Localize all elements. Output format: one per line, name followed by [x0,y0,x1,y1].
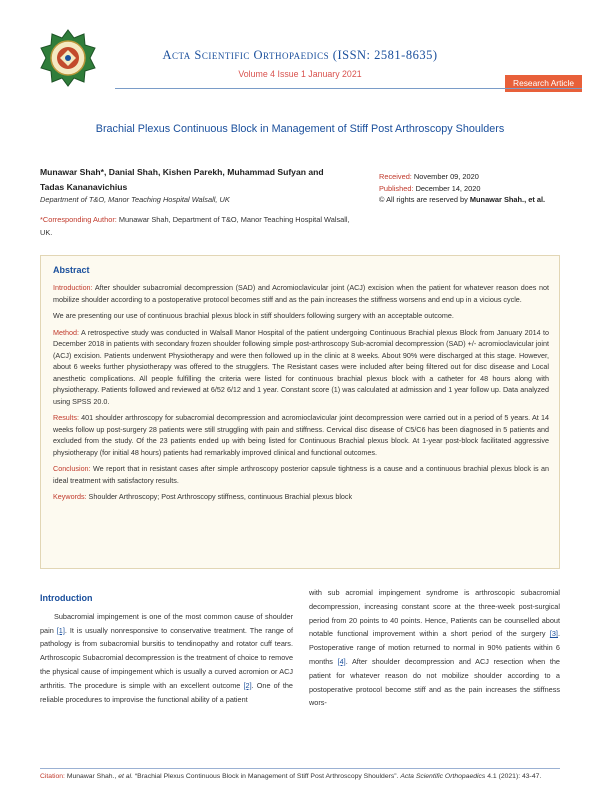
journal-title: Acta Scientific Orthopaedics (ISSN: 2581-8635) [162,48,438,62]
footer-divider [40,768,560,769]
article-title: Brachial Plexus Continuous Block in Management of Stiff Post Arthroscopy Shoulders [95,123,505,135]
abstract-intro-text: After shoulder subacromial decompression (SAD) and Acromioclavicular joint (ACJ) excision when the patient for whatever reason does not mobilize shoulder according to a postoperative protocol becomes stiff and as the pain increases the stiffness worsens and end up in a vicious cycle. [53,283,549,304]
abstract-presenting: We are presenting our use of continuous brachial plexus block in stiff shoulders following surgery with an acceptable outcome. [53,311,454,320]
right-text-1: with sub acromial impingement syndrome is arthroscopic subacromial decompression, increasing constant score at the three-week post-surgical period from 20 points to 40 points. Hence, Patients can be counselled about notable functional improvement within a short period of the surgery [309,588,560,639]
abstract-intro-label: Introduction: [53,283,93,292]
published-row [379,183,579,195]
abstract-keywords-label: Keywords: [53,492,87,501]
published-label: Published: [379,183,414,193]
rights-prefix: © All rights are reserved by [379,195,470,204]
corresponding-text: Munawar Shah, Department of T&O, Manor Teaching Hospital Walsall, UK. [40,215,350,237]
published-date: December 14, 2020 [413,183,481,193]
citation-et-al: et al. [118,773,133,780]
abstract-results-label: Results: [53,413,79,422]
received-date: November 09, 2020 [411,172,479,181]
citation [40,772,562,783]
authors-line-2: Tadas Kananavichius [40,182,128,192]
header-divider [115,88,582,89]
intro-text-2: . It is usually nonresponsive to conservative treatment. The range of pathology is from subacromial bursitis to tendinopathy and rotator cuff tears. Arthroscopic Subacromial decompression is the treatment of choice to remove the physical cause of impingement which is usually a curved acromion or ACJ arthritis. The procedure is simple with an excellent outcome [40,625,293,690]
introduction-heading: Introduction [40,593,93,603]
issue-line: Volume 4 Issue 1 January 2021 [238,69,362,79]
reference-link-4[interactable]: [4] [337,656,346,666]
reference-link-3[interactable]: [3] [549,629,558,639]
body-column-right [309,586,560,710]
abstract-results-text: 401 shoulder arthroscopy for subacromial decompression and acromioclavicular joint decompression were carried out in a period of 5 years. At 14 weeks follow up post-surgery 28 patients were still struggling with pain and stiffness. Cervical disc disease of C5/C6 has been diagnosed in 5 patients and excluded from the study. Of the 23 patients ended up with being listed for Continuous Brachial plexus block. At 1-year post-block facilitated aggressive physiotherapy (for initial 48 hours) patients had remarkably improved clinical and functional outcomes. [53,413,549,457]
citation-label: Citation: [40,773,65,780]
article-dates [379,171,579,206]
received-row [379,171,579,183]
abstract-keywords-text: Shoulder Arthroscopy; Post Arthroscopy stiffness, continuous Brachial plexus block [86,492,353,501]
abstract-method [53,327,549,408]
abstract-results [53,412,549,458]
right-text-2: . Postoperative range of motion returned to normal in 90% patients within 6 months [309,629,560,666]
corresponding-author [40,213,360,239]
intro-text-3: . One of the reliable procedures to improvise the functional ability of a patient [40,680,293,704]
abstract-conclusion-text: We report that in resistant cases after simple arthroscopy posterior capsule tightness is a cause and a continuous brachial plexus block is an ideal treatment with satisfactory results. [53,464,549,485]
rights-name: Munawar Shah., et al. [469,195,546,204]
abstract-conclusion-label: Conclusion: [53,464,91,473]
abstract-introduction [53,282,549,305]
intro-text-1: Subacromial impingement is one of the most common cause of shoulder pain [40,611,293,635]
abstract-box [40,255,560,569]
rights-row [379,194,579,206]
citation-text-2: “Brachial Plexus Continuous Block in Management of Stiff Post Arthroscopy Shoulders”. [132,773,401,780]
body-column-left [40,592,293,706]
received-label: Received: [379,172,412,181]
authors-line-1: Munawar Shah*, Danial Shah, Kishen Parekh, Muhammad Sufyan and [40,167,324,177]
abstract-conclusion [53,463,549,486]
reference-link-2[interactable]: [2] [243,680,252,690]
abstract-heading: Abstract [53,265,90,275]
author-list [40,165,360,195]
article-type-badge: Research Article [505,75,582,92]
reference-link-1[interactable]: [1] [56,625,65,635]
citation-text-3: 4.1 (2021): 43-47. [485,773,542,780]
abstract-method-text: A retrospective study was conducted in Walsall Manor Hospital of the patient undergoing Continuous Brachial plexus Block from January 2014 to December 2018 in patients with secondary frozen shoulder following simple post-arthroscopy Sub-acromial decompression (SAD) +/- acromioclavicular joint (ACJ) excision. Patients underwent Physiotherapy and were then followed up in the clinic at 8 weeks. About 90% were discharged at this stage. However, about 6 weeks further physiotherapy was offered to the strugglers. The Resistant cases were included after being filtered out for disc disease and Local anesthetic complications. All people fulfilling the criteria were listed for continuous brachial plexus block with a catheter for 48 hours along with physiotherapy. Patients followed and reviewed at 6/52 6/12 and 1 year. Constant score (1) was calculated at admission and 1 year follow up. Data analyzed using SPSS 20.0. [53,327,549,406]
abstract-body [53,282,549,508]
right-text-3: . After shoulder decompression and ACJ resection when the patient for whatever reason do not mobilize shoulder according to a postoperative protocol become stiff and as the pain increases the stiffness wors- [309,656,560,708]
corresponding-label: *Corresponding Author: [40,215,117,224]
abstract-keywords [53,491,549,503]
abstract-method-label: Method: [53,327,79,337]
continued-paragraph [309,586,560,710]
citation-journal: Acta Scientific Orthopaedics [400,773,486,780]
affiliation: Department of T&O, Manor Teaching Hospital Walsall, UK [40,195,230,204]
citation-text-1: Munawar Shah., [64,773,119,780]
introduction-paragraph [40,610,293,707]
